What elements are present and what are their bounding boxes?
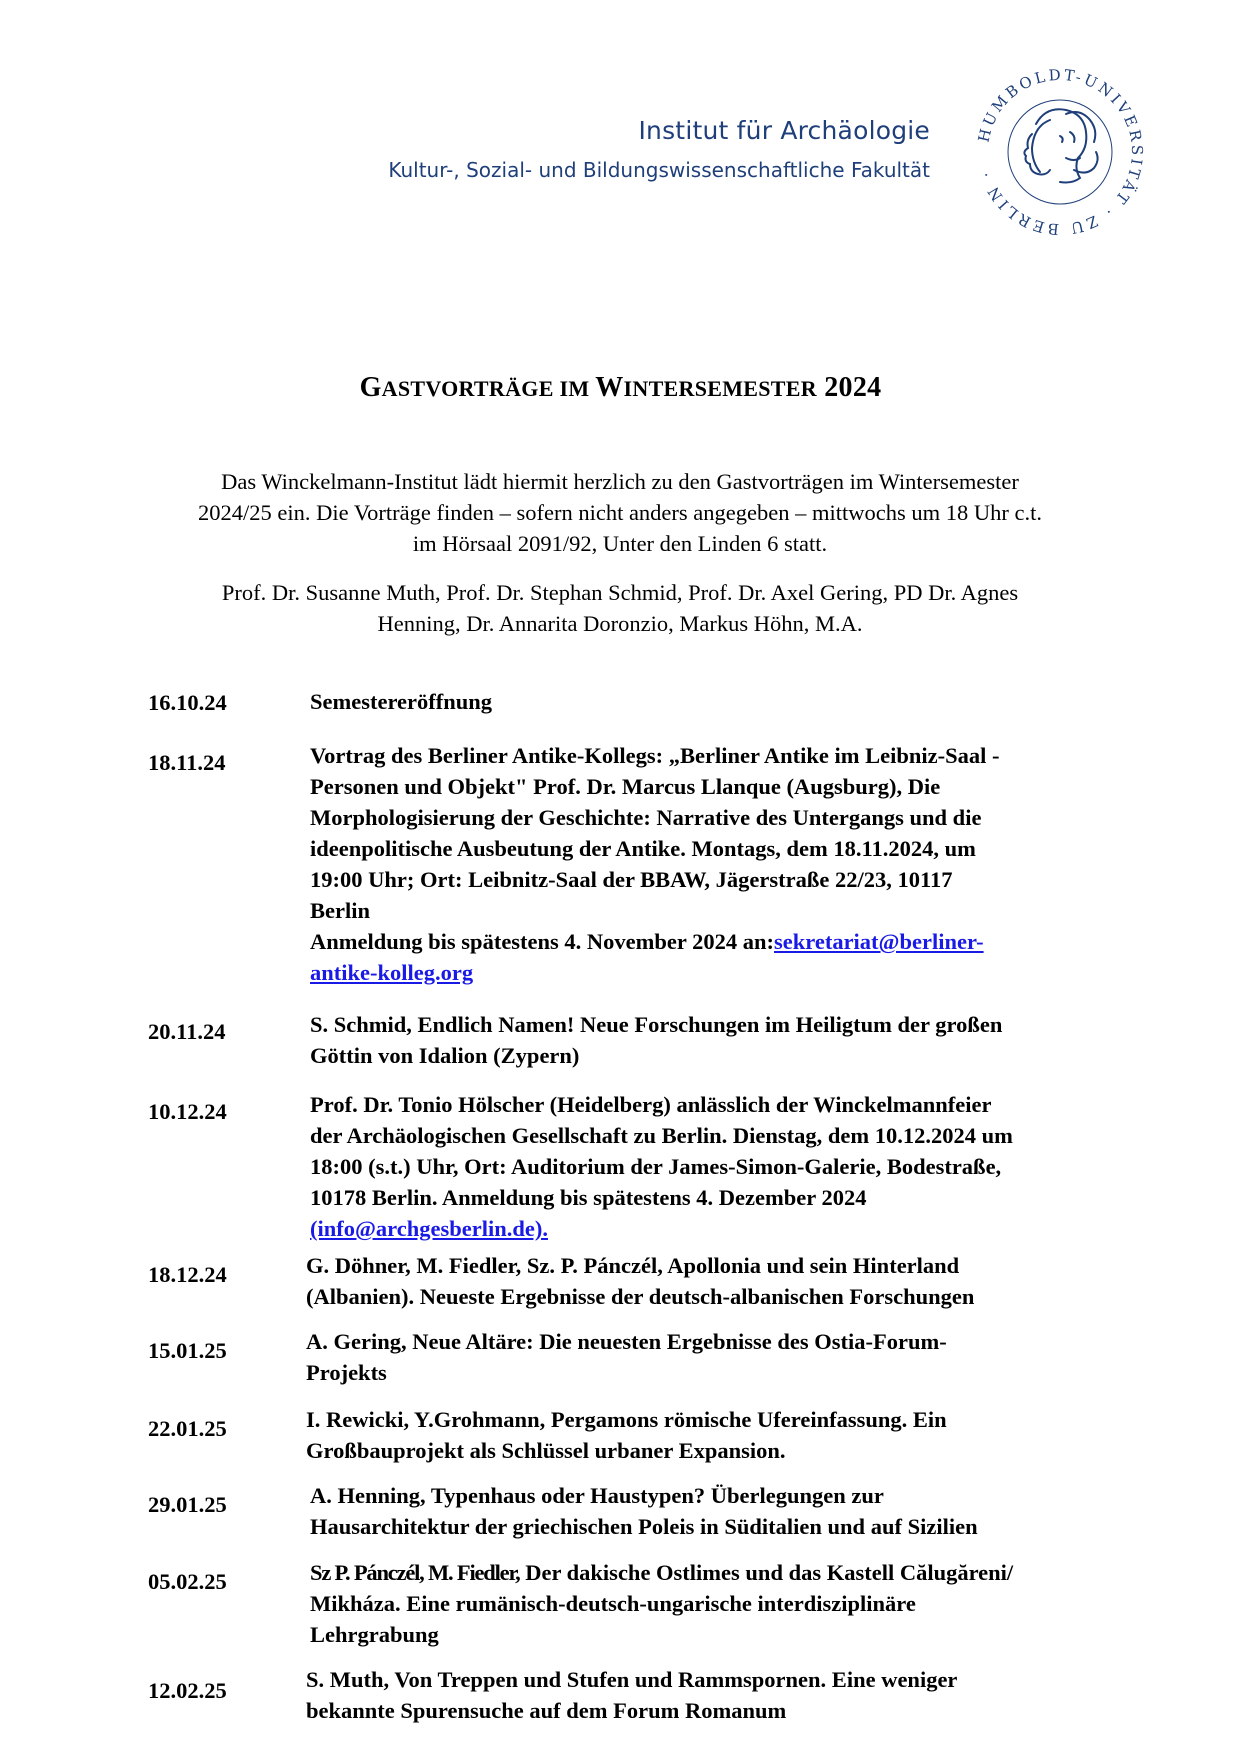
humboldt-university-seal-icon — [970, 62, 1150, 242]
entry-description: A. Henning, Typenhaus oder Haustypen? Überlegungen zur Hausarchitektur der griechischen Poleis in Süditalien und auf Sizilien — [310, 1483, 978, 1539]
intro-paragraph: Das Winckelmann-Institut lädt hiermit herzlich zu den Gastvorträgen im Wintersemester 2024/25 ein. Die Vorträge finden – sofern nicht anders angegeben – mittwochs um 18 Uhr c.t. im Hörsaal 2091/92, Unter den Linden 6 statt. — [198, 469, 1042, 556]
entry-date: 18.11.24 — [148, 750, 226, 775]
entry-date: 12.02.25 — [148, 1678, 227, 1703]
entry-description: Semestereröffnung — [310, 689, 493, 714]
entry-description: A. Gering, Neue Altäre: Die neuesten Ergebnisse des Ostia-Forum- Projekts — [306, 1329, 947, 1385]
entry-description: Vortrag des Berliner Antike-Kollegs: „Berliner Antike im Leibniz-Saal - Personen und Objekt" Prof. Dr. Marcus Llanque (Augsburg), Die Morphologisierung der Geschichte: Narrative des Untergangs und die ideenpolitische Ausbeutung der Antike. Montags, dem 18.11.2024, um 19:00 Uhr; Ort: Leibnitz-Saal der BBAW, Jägerstraße 22/23, 10117 Berlin Anmeldung bis spätestens 4. November 2024 an:sekretariat@berliner- antike-kolleg.org — [310, 743, 1000, 985]
organizers-paragraph: Prof. Dr. Susanne Muth, Prof. Dr. Stephan Schmid, Prof. Dr. Axel Gering, PD Dr. Agnes Henning, Dr. Annarita Doronzio, Markus Höhn, M.A. — [221, 580, 1019, 636]
entry-date: 22.01.25 — [148, 1416, 227, 1441]
page-title: GASTVORTRÄGE IM WINTERSEMESTER 2024 — [359, 372, 882, 403]
entry-description: Prof. Dr. Tonio Hölscher (Heidelberg) anlässlich der Winckelmannfeier der Archäologischen Gesellschaft zu Berlin. Dienstag, dem 10.12.2024 um 18:00 (s.t.) Uhr, Ort: Auditorium der James-Simon-Galerie, Bodestraße, 10178 Berlin. Anmeldung bis spätestens 4. Dezember 2024 (info@archgesberlin.de). — [310, 1092, 1013, 1241]
entry-description: I. Rewicki, Y.Grohmann, Pergamons römische Ufereinfassung. Ein Großbauprojekt als Schlüssel urbaner Expansion. — [306, 1407, 947, 1463]
email-link-berliner-antike-kolleg-cont[interactable]: antike-kolleg.org — [310, 960, 474, 985]
entry-date: 05.02.25 — [148, 1569, 227, 1594]
entry-date: 18.12.24 — [148, 1262, 227, 1287]
email-link-berliner-antike-kolleg[interactable]: sekretariat@berliner- — [774, 929, 984, 954]
faculty-name: Kultur-, Sozial- und Bildungswissenschaftliche Fakultät — [388, 158, 930, 182]
svg-text:HUMBOLDT-UNIVERSITÄT · ZU BERL: HUMBOLDT-UNIVERSITÄT · ZU BERLIN · — [974, 65, 1147, 239]
email-link-archgesberlin[interactable]: (info@archgesberlin.de). — [310, 1216, 548, 1241]
entry-description: S. Schmid, Endlich Namen! Neue Forschungen im Heiligtum der großen Göttin von Idalion (Zypern) — [310, 1012, 1003, 1068]
entry-description: G. Döhner, M. Fiedler, Sz. P. Pánczél, Apollonia und sein Hinterland (Albanien). Neueste Ergebnisse der deutsch-albanischen Forschungen — [306, 1253, 975, 1309]
institute-name: Institut für Archäologie — [638, 116, 930, 145]
entry-description: S. Muth, Von Treppen und Stufen und Rammspornen. Eine weniger bekannte Spurensuche auf dem Forum Romanum — [306, 1667, 958, 1723]
entry-date: 15.01.25 — [148, 1338, 227, 1363]
entry-date: 20.11.24 — [148, 1019, 226, 1044]
entry-date: 10.12.24 — [148, 1099, 227, 1124]
entry-date: 29.01.25 — [148, 1492, 227, 1517]
entry-description: Sz P. Pánczél, M. Fiedler, Der dakische Ostlimes und das Kastell Călugăreni/ Mikháza. Eine rumänisch-deutsch-ungarische interdisziplinäre Lehrgrabung — [310, 1560, 1014, 1647]
entry-date: 16.10.24 — [148, 690, 227, 715]
letterhead — [0, 0, 1241, 250]
